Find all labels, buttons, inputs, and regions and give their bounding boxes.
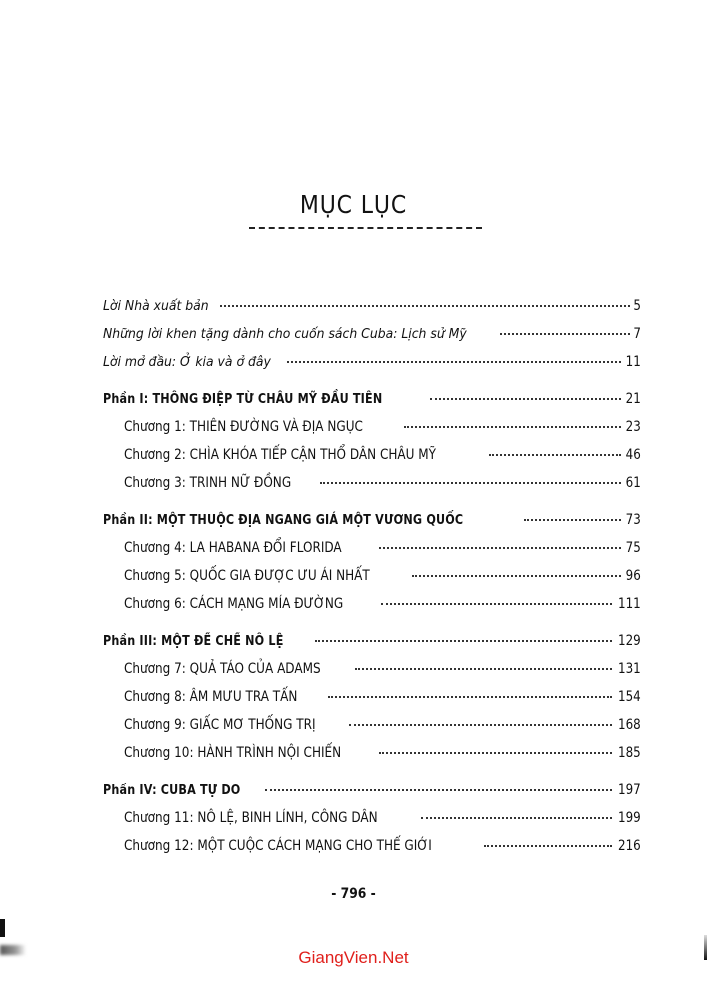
toc-part-label: Phần I: THÔNG ĐIỆP TỪ CHÂU MỸ ĐẦU TIÊN	[103, 392, 383, 407]
toc-part-page: 129	[618, 633, 641, 649]
dot-leader	[355, 667, 613, 670]
toc-chapter-page: 111	[618, 596, 641, 612]
toc-part-label: Phần IV: CUBA TỰ DO	[103, 783, 241, 798]
toc-part-1[interactable]	[103, 385, 641, 413]
dot-leader	[500, 332, 630, 335]
toc-entry-publisher-note[interactable]	[103, 292, 641, 320]
toc-chapter-page: 199	[618, 810, 641, 826]
toc-part-page: 21	[625, 391, 641, 407]
toc-chapter-8[interactable]	[103, 683, 641, 711]
toc-entry-praise[interactable]	[103, 320, 641, 348]
toc-chapter-1[interactable]	[103, 413, 641, 441]
toc-chapter-page: 75	[625, 540, 641, 556]
dot-leader	[328, 695, 613, 698]
toc-chapter-4[interactable]	[103, 534, 641, 562]
toc-chapter-12[interactable]	[103, 832, 641, 860]
toc-part-4[interactable]	[103, 776, 641, 804]
toc-chapter-page: 23	[625, 419, 641, 435]
toc-chapter-9[interactable]	[103, 711, 641, 739]
toc-entry-page: 7	[633, 326, 641, 342]
dot-leader	[430, 397, 621, 400]
toc-chapter-page: 168	[618, 717, 641, 733]
toc-entry-introduction[interactable]	[103, 348, 641, 376]
toc-entry-page: 5	[633, 298, 641, 314]
dot-leader	[379, 546, 621, 549]
toc-part-3[interactable]	[103, 627, 641, 655]
toc-chapter-3[interactable]	[103, 469, 641, 497]
toc-chapter-label: Chương 1: THIÊN ĐƯỜNG VÀ ĐỊA NGỤC	[124, 419, 363, 435]
table-of-contents	[103, 292, 641, 860]
toc-part-2[interactable]	[103, 506, 641, 534]
toc-part-page: 73	[625, 512, 641, 528]
toc-chapter-10[interactable]	[103, 739, 641, 767]
scan-edge-artifact-left	[0, 919, 5, 937]
toc-chapter-7[interactable]	[103, 655, 641, 683]
toc-chapter-label: Chương 7: QUẢ TÁO CỦA ADAMS	[124, 661, 321, 677]
toc-chapter-6[interactable]	[103, 590, 641, 618]
dot-leader	[379, 751, 613, 754]
page-number: - 796 -	[331, 886, 376, 902]
dot-leader	[381, 602, 612, 605]
dot-leader	[489, 453, 621, 456]
dot-leader	[484, 844, 612, 847]
dot-leader	[404, 425, 621, 428]
toc-chapter-page: 131	[618, 661, 641, 677]
scan-edge-shadow-left	[0, 945, 26, 955]
dot-leader	[412, 574, 621, 577]
toc-chapter-2[interactable]	[103, 441, 641, 469]
dot-leader	[349, 723, 613, 726]
toc-chapter-page: 216	[618, 838, 641, 854]
toc-chapter-label: Chương 6: CÁCH MẠNG MÍA ĐƯỜNG	[124, 596, 344, 612]
dot-leader	[265, 788, 612, 791]
toc-chapter-label: Chương 10: HÀNH TRÌNH NỘI CHIẾN	[124, 745, 342, 761]
toc-chapter-page: 61	[625, 475, 641, 491]
toc-chapter-label: Chương 3: TRINH NỮ ĐỒNG	[124, 475, 292, 491]
toc-entry-page: 11	[625, 354, 641, 370]
title-dashed-rule	[249, 227, 482, 229]
toc-part-label: Phần III: MỘT ĐẾ CHẾ NÔ LỆ	[103, 634, 284, 649]
toc-chapter-label: Chương 4: LA HABANA ĐỔI FLORIDA	[124, 540, 342, 556]
dot-leader	[315, 639, 612, 642]
toc-chapter-label: Chương 12: MỘT CUỘC CÁCH MẠNG CHO THẾ GIỚI	[124, 838, 432, 854]
dot-leader	[287, 360, 621, 363]
toc-chapter-page: 96	[625, 568, 641, 584]
toc-chapter-5[interactable]	[103, 562, 641, 590]
toc-chapter-label: Chương 11: NÔ LỆ, BINH LÍNH, CÔNG DÂN	[124, 810, 378, 826]
toc-title: MỤC LỤC	[299, 190, 408, 219]
dot-leader	[421, 816, 612, 819]
toc-chapter-label: Chương 5: QUỐC GIA ĐƯỢC ƯU ÁI NHẤT	[124, 568, 370, 584]
toc-chapter-page: 185	[618, 745, 641, 761]
toc-chapter-page: 154	[618, 689, 641, 705]
toc-chapter-label: Chương 8: ÂM MƯU TRA TẤN	[124, 689, 298, 705]
dot-leader	[220, 304, 630, 307]
dot-leader	[524, 518, 621, 521]
toc-part-page: 197	[618, 782, 641, 798]
toc-entry-label: Lời mở đầu: Ở kia và ở đây	[103, 354, 271, 370]
toc-chapter-11[interactable]	[103, 804, 641, 832]
toc-entry-label: Những lời khen tặng dành cho cuốn sách Cuba: Lịch sử Mỹ	[103, 326, 467, 342]
toc-chapter-label: Chương 9: GIẤC MƠ THỐNG TRỊ	[124, 717, 316, 733]
dot-leader	[320, 481, 621, 484]
toc-entry-label: Lời Nhà xuất bản	[103, 298, 209, 314]
toc-chapter-page: 46	[625, 447, 641, 463]
toc-part-label: Phần II: MỘT THUỘC ĐỊA NGANG GIÁ MỘT VƯƠNG QUỐC	[103, 513, 464, 528]
toc-chapter-label: Chương 2: CHÌA KHÓA TIẾP CẬN THỔ DÂN CHÂU MỸ	[124, 447, 437, 463]
watermark-text: GiangVien.Net	[298, 948, 409, 967]
